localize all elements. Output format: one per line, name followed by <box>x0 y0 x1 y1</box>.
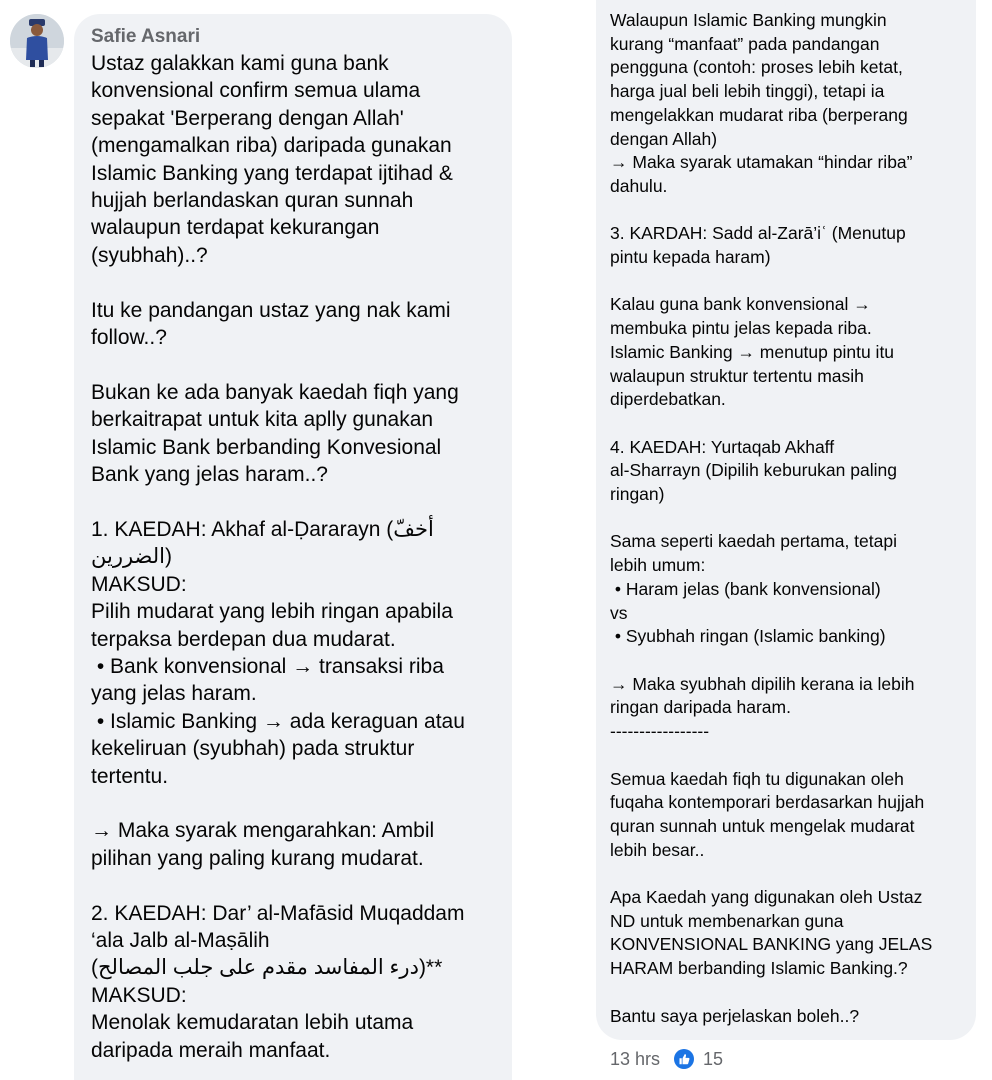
comment-text: Ustaz galakkan kami guna bank konvensional confirm semua ulama sepakat 'Berperang dengan Allah' (mengamalkan riba) daripada gunakan Islamic Banking yang terdapat ijtihad & hujjah berlandaskan quran sunnah walaupun terdapat kekurangan (syubhah)..? Itu ke pandangan ustaz yang nak kami follow..? Bukan ke ada banyak kaedah fiqh yang berkaitrapat untuk kita aplly gunakan Islamic Bank berbanding Konvesional Bank yang jelas haram..? 1. KAEDAH: Akhaf al-Ḍararayn (أخفّ الضررين) MAKSUD: Pilih mudarat yang lebih ringan apabila terpaksa berdepan dua mudarat. • Bank konvensional → transaksi riba yang jelas haram. • Islamic Banking → ada keraguan atau kekeliruan (syubhah) pada struktur tertentu. → Maka syarak mengarahkan: Ambil pilihan yang paling kurang mudarat. 2. KAEDAH: Dar’ al-Mafāsid Muqaddam ‘ala Jalb al-Maṣālih (درء المفاسد مقدم على جلب المصالح)** MAKSUD: Menolak kemudaratan lebih utama daripada meraih manfaat. <box>91 52 465 1062</box>
comment-continuation-bubble <box>596 0 976 1040</box>
comment-bubble <box>74 14 512 1080</box>
user-avatar-icon <box>10 14 64 68</box>
comment-timestamp[interactable]: 13 hrs <box>610 1048 661 1069</box>
like-count[interactable]: 15 <box>703 1048 724 1069</box>
comment-continuation-text: Walaupun Islamic Banking mungkin kurang “manfaat” pada pandangan pengguna (contoh: proses lebih ketat, harga jual beli lebih tinggi), tetapi ia mengelakkan mudarat riba (berperang dengan Allah) → Maka syarak utamakan “hindar riba” dahulu. 3. KARDAH: Sadd al-Zarā’iʿ (Menutup pintu kepada haram) Kalau guna bank konvensional → membuka pintu jelas kepada riba. Islamic Banking → menutup pintu itu walaupun struktur tertentu masih diperdebatkan. 4. KAEDAH: Yurtaqab Akhaff al-Sharrayn (Dipilih keburukan paling ringan) Sama seperti kaedah pertama, tetapi lebih umum: • Haram jelas (bank konvensional) vs • Syubhah ringan (Islamic banking) → Maka syubhah dipilih kerana ia lebih ringan daripada haram. ----------------- Semua kaedah fiqh tu digunakan oleh fuqaha kontemporari berdasarkan hujjah quran sunnah untuk mengelak mudarat lebih besar.. Apa Kaedah yang digunakan oleh Ustaz ND untuk membenarkan guna KONVENSIONAL BANKING yang JELAS HARAM berbanding Islamic Banking.? Bantu saya perjelaskan boleh..? <box>610 10 933 1026</box>
comment-author[interactable]: Safie Asnari <box>91 26 201 47</box>
avatar[interactable] <box>10 14 64 68</box>
comment-meta <box>610 1046 723 1072</box>
thumbs-up-icon[interactable] <box>674 1049 694 1069</box>
